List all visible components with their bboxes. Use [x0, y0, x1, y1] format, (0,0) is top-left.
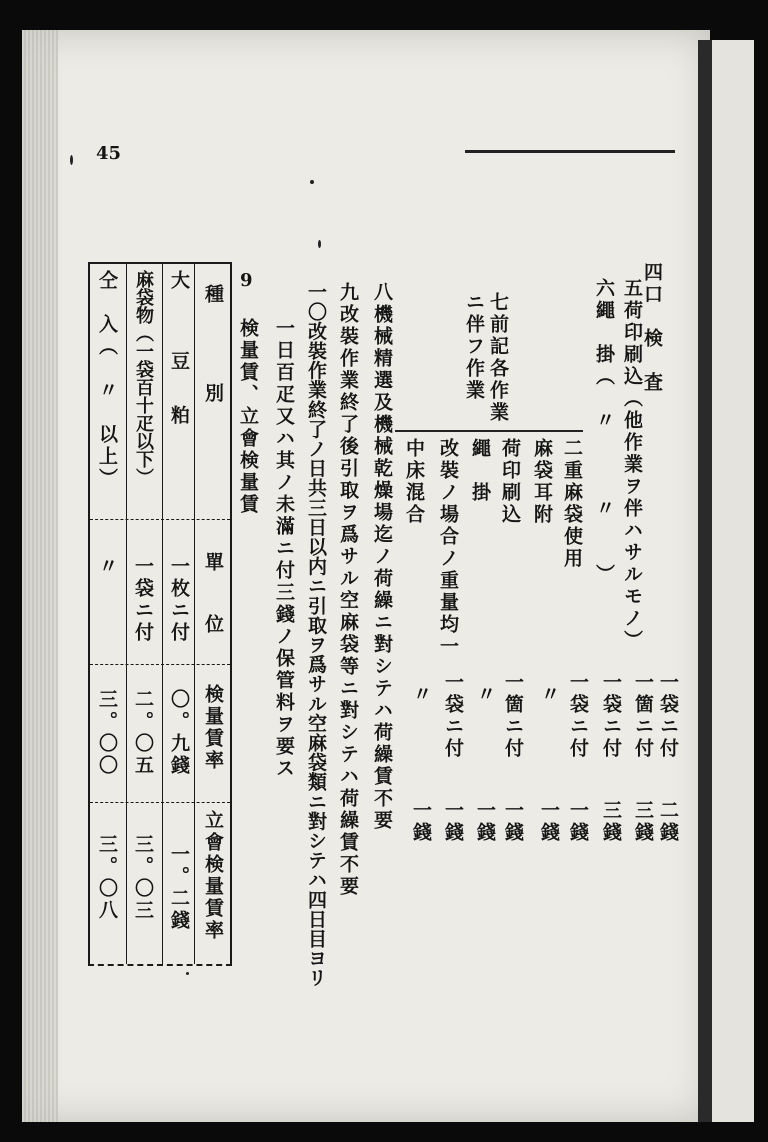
scan-speck: [318, 240, 321, 248]
row-divider: [90, 802, 230, 803]
bleed-through-text: [721, 360, 744, 382]
sub-item-fee: 一錢: [538, 800, 560, 844]
sub-item-label: 繩 掛: [469, 438, 491, 504]
table-cell: 一。二錢: [168, 844, 190, 932]
scan-speck: [310, 180, 314, 184]
sub-item-fee: 一錢: [502, 800, 524, 844]
sub-item-fee: 一錢: [442, 800, 464, 844]
table-cell: 二。〇五: [132, 689, 154, 777]
item-label: 七前記各作業 ニ伴フ作業: [463, 292, 509, 424]
item-amount: 一箇ニ付: [632, 672, 654, 760]
sub-item-fee: 一錢: [410, 800, 432, 844]
column-divider: [162, 264, 163, 964]
table-cell: 一袋ニ付: [132, 556, 154, 644]
note: 八機械精選及機械乾燥場迄ノ荷繰ニ對シテハ荷繰賃不要: [371, 282, 393, 832]
item-label: 四口 検 査: [641, 262, 663, 394]
scan-speck: [70, 155, 73, 165]
sub-item-amount: 〃: [538, 684, 560, 706]
table-header: 立會検量賃率: [202, 810, 224, 942]
item-fee: 三錢: [600, 800, 622, 844]
table-header: 検量賃率: [202, 684, 224, 772]
row-divider: [90, 664, 230, 665]
table-cell: 三。〇〇: [96, 689, 118, 777]
sub-item-amount: 一袋ニ付: [442, 672, 464, 760]
section-title: 検量賃、立會検量賃: [237, 318, 259, 516]
item-label: 六繩 掛（ 〃 〃 ）: [593, 278, 615, 586]
sub-item-amount: 〃: [410, 684, 432, 706]
table-cell: 三。〇三: [132, 834, 154, 922]
table-cell: 仝 入（ 〃 以上）: [96, 270, 118, 490]
note: 一日百疋又ハ其ノ未滿ニ付三錢ノ保管料ヲ要ス: [273, 318, 295, 780]
sub-item-fee: 一錢: [474, 800, 496, 844]
column-divider: [194, 264, 195, 964]
section-number: 9: [240, 270, 253, 291]
facing-page-edge: [712, 40, 754, 1122]
scan-speck: [186, 972, 189, 975]
table-cell: 〃: [96, 556, 118, 578]
table-header: 單 位: [202, 552, 224, 645]
row-divider: [90, 519, 230, 520]
fee-table: [88, 262, 232, 966]
book-spine: [698, 40, 712, 1122]
page-number: 45: [96, 143, 122, 164]
item-fee: 二錢: [657, 800, 679, 844]
note: 九改裝作業終了後引取ヲ爲サル空麻袋等ニ對シテハ荷繰賃不要: [337, 282, 359, 898]
sub-item-label: 麻袋耳附: [531, 438, 553, 526]
sub-item-label: 改裝ノ場合ノ重量均一: [437, 438, 459, 658]
table-header: 種 別: [202, 284, 224, 416]
note: 一〇改裝作業終了ノ日共三日以内ニ引取ヲ爲サル空麻袋類ニ對シテハ四日目ヨリ: [305, 282, 327, 988]
table-cell: 麻袋物（一袋百十疋以下）: [133, 270, 154, 486]
item-amount: 一袋ニ付: [657, 672, 679, 760]
table-cell: 三。〇八: [96, 834, 118, 922]
sub-item-label: 中床混合: [403, 438, 425, 526]
sub-item-label: 荷印刷込: [499, 438, 521, 526]
sub-item-amount: 一袋ニ付: [567, 672, 589, 760]
sub-items-bracket: [395, 430, 583, 432]
sub-item-label: 二重麻袋使用: [561, 438, 583, 570]
sub-item-fee: 一錢: [567, 800, 589, 844]
item-label: 五荷印刷込（他作業ヲ伴ハサルモノ）: [621, 278, 643, 652]
page-binding-edge: [22, 30, 58, 1122]
sub-item-amount: 〃: [474, 684, 496, 706]
sub-item-amount: 一箇ニ付: [502, 672, 524, 760]
table-cell: 大 豆 粕: [168, 270, 190, 432]
item-amount: 一袋ニ付: [600, 672, 622, 760]
top-rule: [465, 150, 675, 153]
table-cell: 〇。九錢: [168, 689, 190, 777]
column-divider: [126, 264, 127, 964]
table-cell: 一枚ニ付: [168, 556, 190, 644]
item-fee: 三錢: [632, 800, 654, 844]
